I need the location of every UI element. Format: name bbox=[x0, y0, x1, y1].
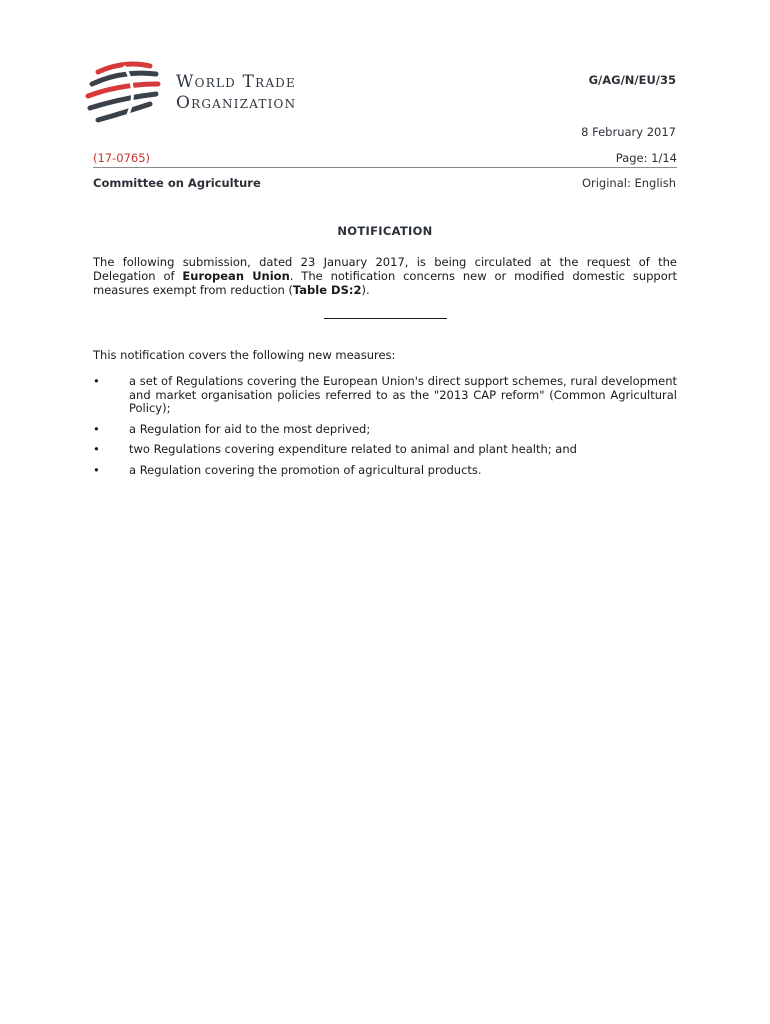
reference-row bbox=[93, 151, 677, 168]
measures-list bbox=[93, 375, 677, 484]
intro-text-1: The following submission, dated 23 January 2017, is being circulated at the request of the Delegation of bbox=[93, 255, 677, 283]
intro-paragraph bbox=[93, 255, 677, 297]
notification-heading: NOTIFICATION bbox=[337, 224, 433, 238]
page-indicator: Page: 1/14 bbox=[615, 151, 677, 165]
list-item bbox=[93, 375, 677, 416]
intro-text-3: ). bbox=[361, 283, 370, 297]
measure-text: two Regulations covering expenditure related to animal and plant health; and bbox=[129, 442, 577, 456]
list-item bbox=[93, 464, 677, 478]
document-date: 8 February 2017 bbox=[581, 125, 676, 139]
document-reference: (17-0765) bbox=[93, 151, 151, 165]
bullet-icon: • bbox=[93, 442, 100, 456]
logo-line-1: World Trade bbox=[176, 72, 296, 92]
wto-emblem-icon bbox=[84, 58, 166, 130]
logo-wordmark bbox=[176, 72, 296, 114]
document-symbol: G/AG/N/EU/35 bbox=[588, 73, 676, 87]
committee-name: Committee on Agriculture bbox=[93, 176, 261, 190]
wto-logo bbox=[84, 58, 334, 130]
bullet-icon: • bbox=[93, 421, 100, 436]
logo-line-2: Organization bbox=[176, 93, 297, 113]
bullet-icon: • bbox=[93, 374, 100, 388]
measure-text: a Regulation for aid to the most deprived; bbox=[129, 421, 371, 436]
list-item bbox=[93, 443, 677, 457]
table-reference: Table DS:2 bbox=[292, 283, 362, 297]
delegation-name: European Union bbox=[182, 269, 290, 283]
covers-label: This notification covers the following new measures: bbox=[93, 348, 396, 362]
intro-text-2: . The notification concerns new or modified domestic support measures exempt from reduction ( bbox=[93, 269, 677, 297]
measure-text: a Regulation covering the promotion of agricultural products. bbox=[129, 462, 482, 477]
list-item bbox=[93, 423, 677, 437]
original-language: Original: English bbox=[581, 176, 676, 190]
measure-text: a set of Regulations covering the European Union's direct support schemes, rural development and market organisation policies referred to as the "2013 CAP reform" (Common Agricultural Policy); bbox=[129, 374, 677, 415]
separator-line bbox=[324, 318, 447, 319]
bullet-icon: • bbox=[93, 462, 100, 477]
